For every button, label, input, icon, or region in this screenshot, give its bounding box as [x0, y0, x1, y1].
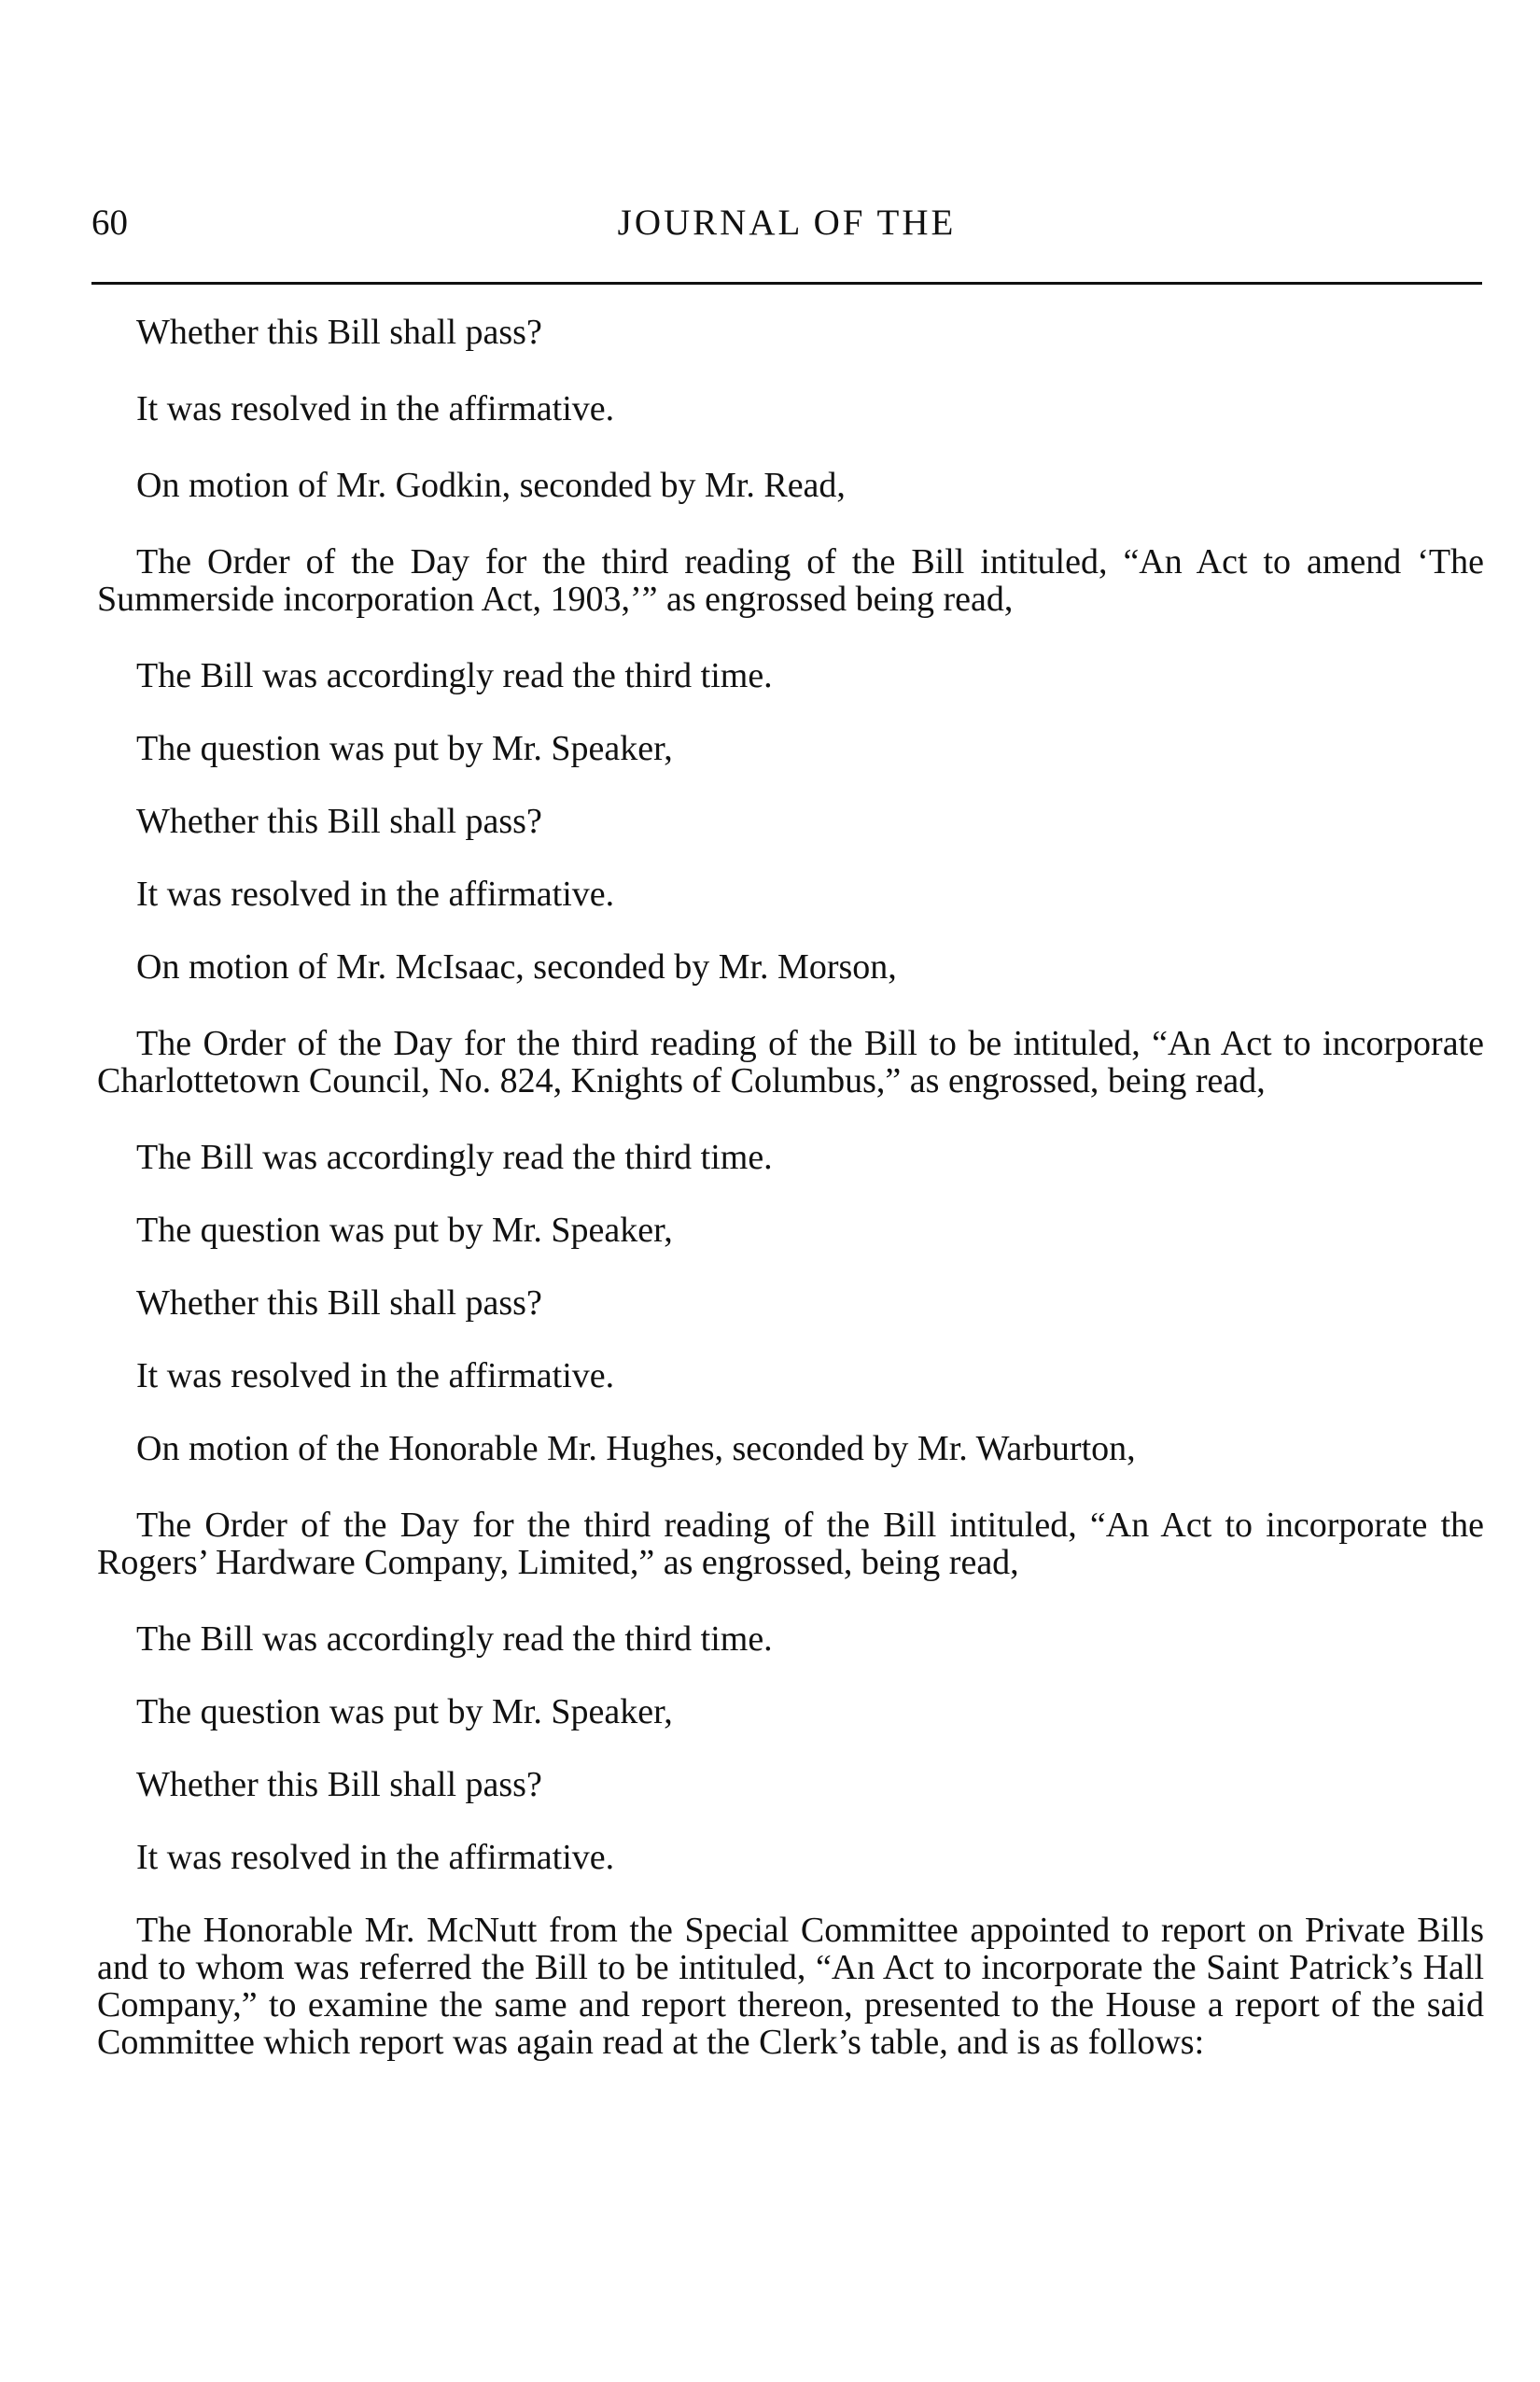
- journal-body: [97, 314, 1484, 2100]
- paragraph: The Order of the Day for the third reading of the Bill intituled, “An Act to incorporate the Rogers’ Hardware Company, Limited,” as engrossed, being read,: [97, 1506, 1484, 1582]
- paragraph: The Order of the Day for the third reading of the Bill intituled, “An Act to amend ‘The Summerside incorporation Act, 1903,’” as engrossed being read,: [97, 542, 1484, 619]
- paragraph: The question was put by Mr. Speaker,: [136, 729, 673, 768]
- paragraph: The question was put by Mr. Speaker,: [136, 1692, 673, 1731]
- paragraph: Whether this Bill shall pass?: [136, 802, 542, 841]
- paragraph: On motion of the Honorable Mr. Hughes, seconded by Mr. Warburton,: [136, 1429, 1136, 1468]
- page-number: 60: [91, 203, 128, 243]
- paragraph: It was resolved in the affirmative.: [136, 1838, 615, 1877]
- paragraph: On motion of Mr. McIsaac, seconded by Mr. Morson,: [136, 947, 897, 987]
- running-head: JOURNAL OF THE: [617, 203, 957, 243]
- header-rule: [91, 282, 1482, 285]
- paragraph: The Honorable Mr. McNutt from the Special Committee appointed to report on Private Bills and to whom was referred the Bill to be intituled, “An Act to incorporate the Saint Patrick’s Hall Company,” to examine the same and report thereon, presented to the House a report of the said Committee which report was again read at the Clerk’s table, and is as follows:: [97, 1911, 1484, 2062]
- paragraph: The question was put by Mr. Speaker,: [136, 1211, 673, 1250]
- paragraph: Whether this Bill shall pass?: [136, 1765, 542, 1804]
- paragraph: It was resolved in the affirmative.: [136, 1356, 615, 1395]
- paragraph: It was resolved in the affirmative.: [136, 389, 615, 428]
- paragraph: Whether this Bill shall pass?: [136, 313, 542, 352]
- paragraph: On motion of Mr. Godkin, seconded by Mr. Read,: [136, 466, 846, 505]
- paragraph: The Order of the Day for the third reading of the Bill to be intituled, “An Act to incorporate Charlottetown Council, No. 824, Knights of Columbus,” as engrossed, being read,: [97, 1024, 1484, 1100]
- paragraph: The Bill was accordingly read the third time.: [136, 656, 773, 695]
- paragraph: The Bill was accordingly read the third time.: [136, 1138, 773, 1177]
- page-header: [91, 202, 1482, 258]
- paragraph: The Bill was accordingly read the third time.: [136, 1619, 773, 1659]
- paragraph: Whether this Bill shall pass?: [136, 1283, 542, 1323]
- paragraph: It was resolved in the affirmative.: [136, 875, 615, 914]
